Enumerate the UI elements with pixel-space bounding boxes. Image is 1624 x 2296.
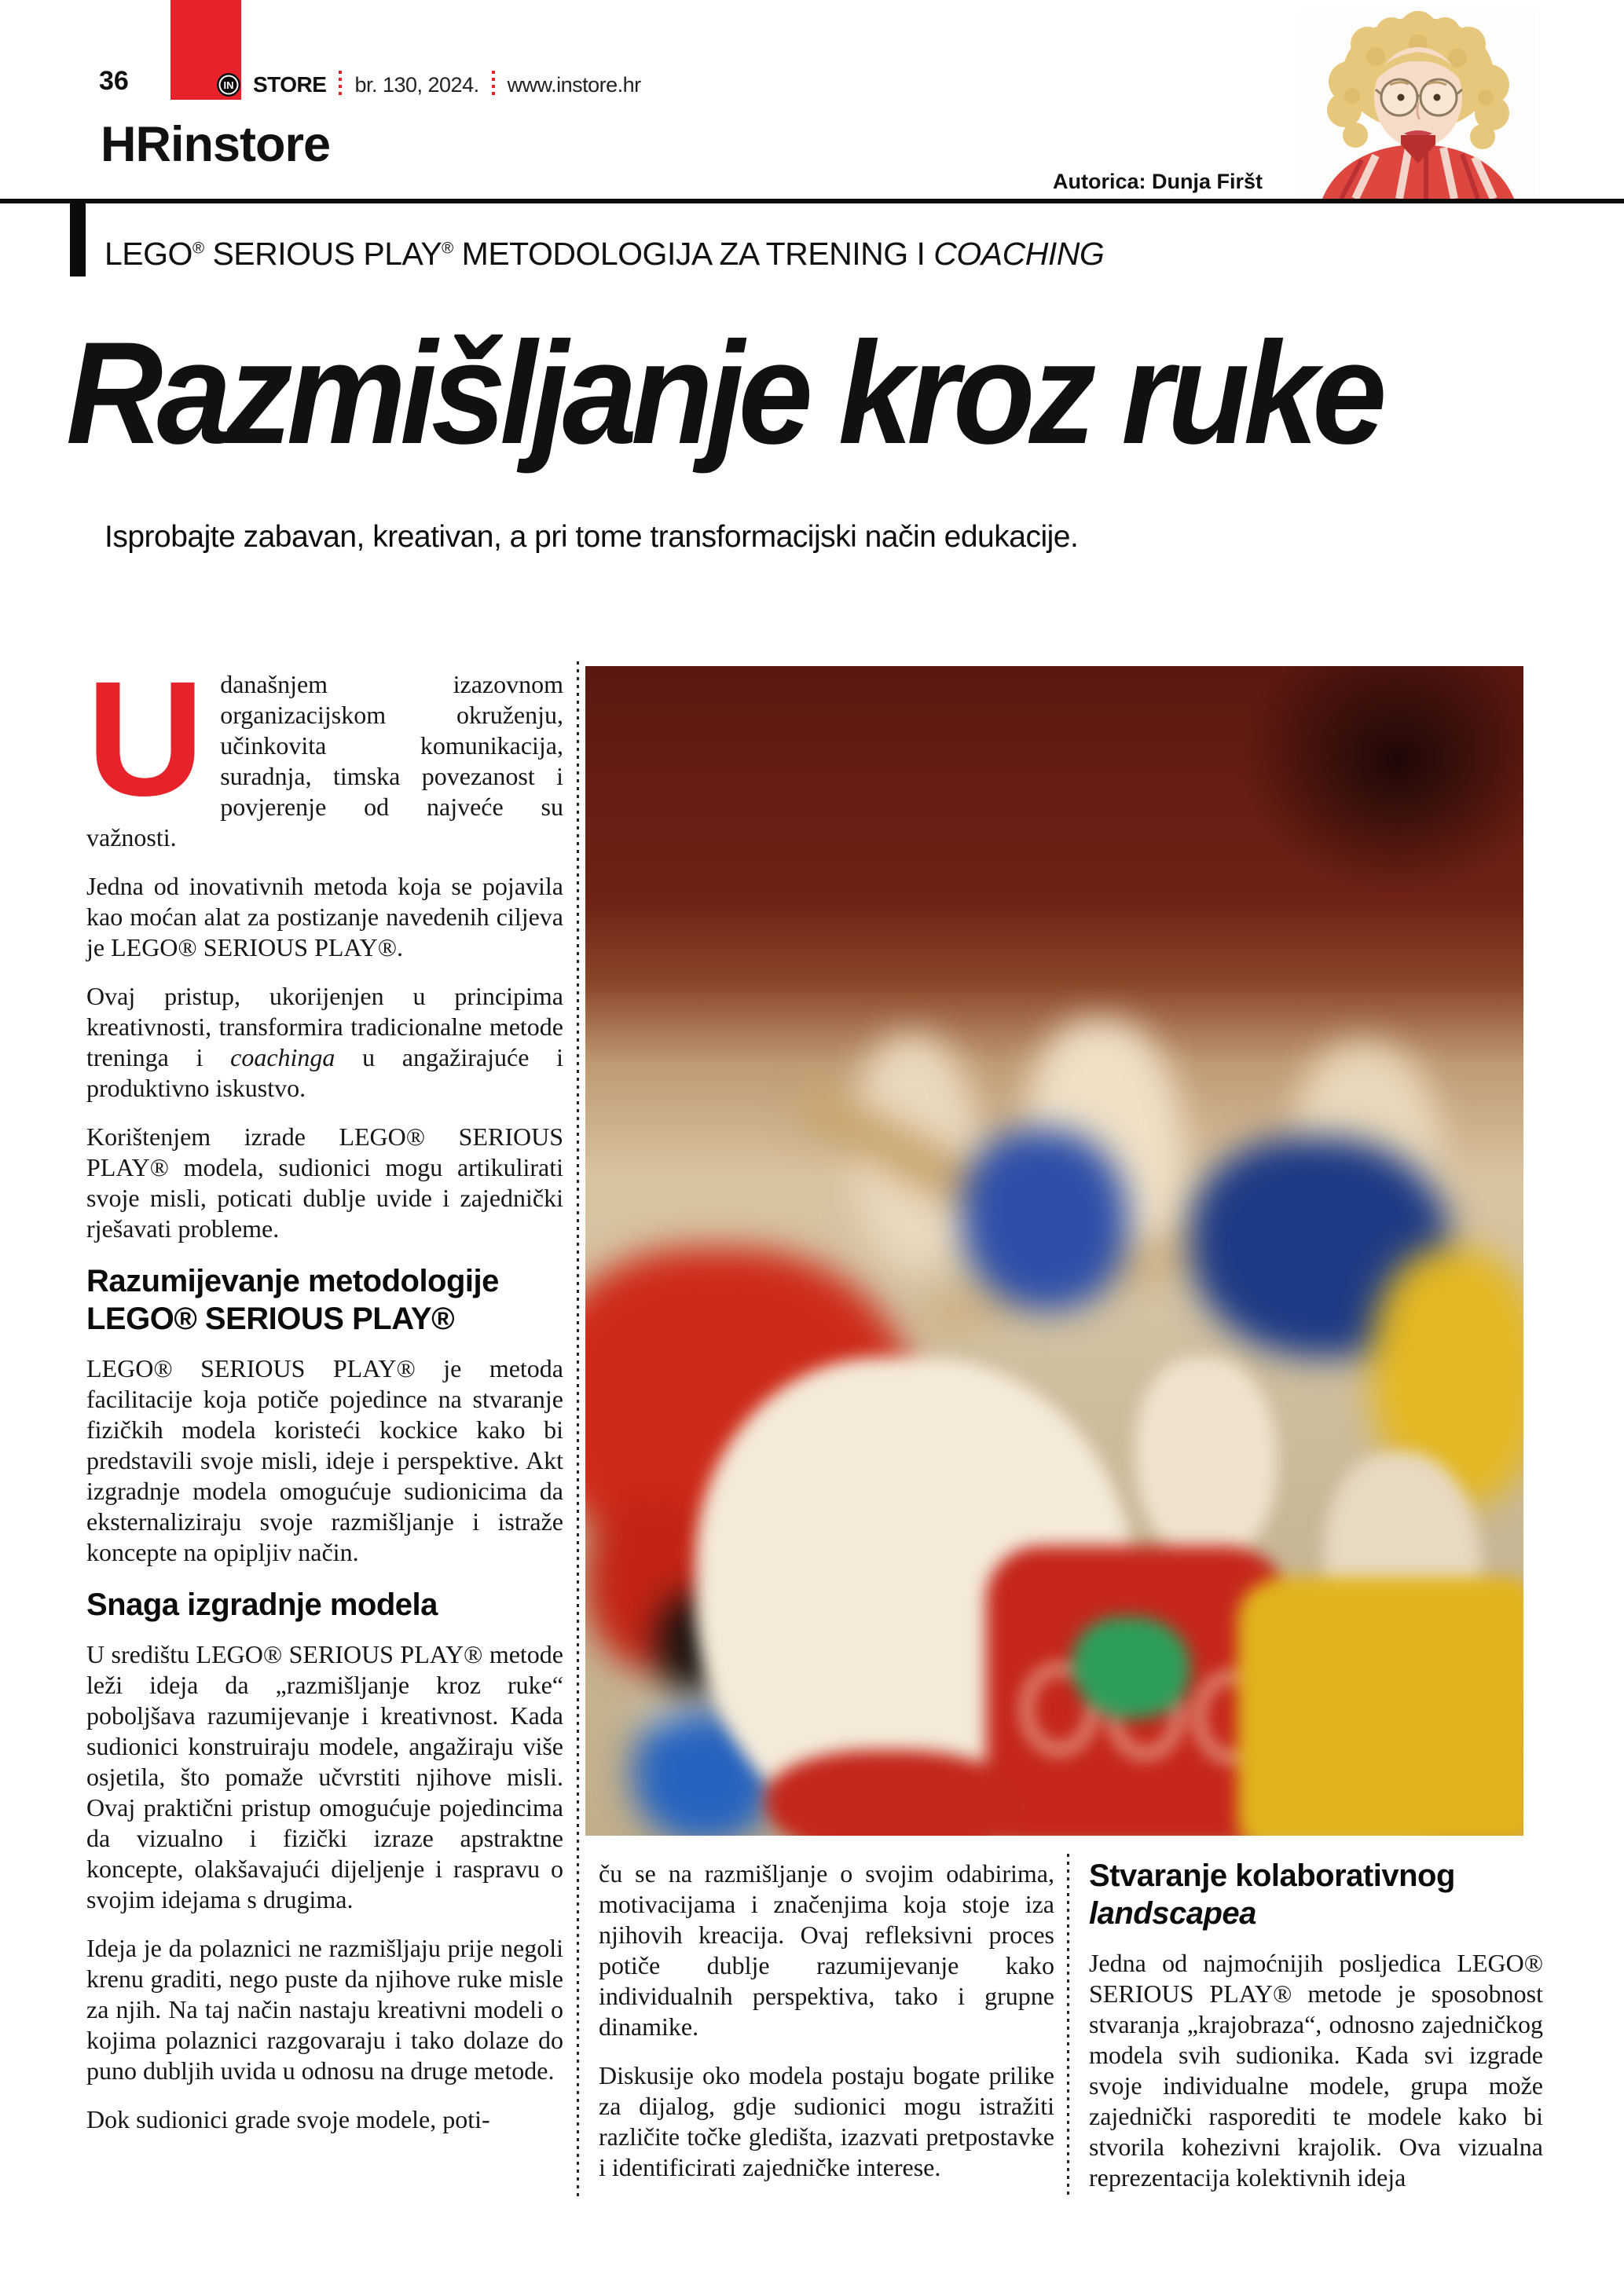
author-portrait-illustration (1300, 9, 1536, 199)
column-divider (1067, 1854, 1069, 2198)
kicker-lego: LEGO (104, 236, 192, 272)
subheading-landscape (1089, 1857, 1543, 1932)
website-link[interactable]: www.instore.hr (507, 72, 641, 97)
masthead-logo-row (217, 69, 641, 101)
subheading-text: Stvaranje kolaborativnog (1089, 1858, 1455, 1893)
subheading-model-power: Snaga izgradnje modela (86, 1587, 438, 1622)
paragraph-text: današnjem izazovnom organizacijskom okruženju, učinkovita komunikacija, suradnja, timska povezanost i povjerenje od najveće su važnosti. (86, 670, 563, 851)
kicker (104, 236, 1104, 273)
paragraph: Korištenjem izrade LEGO® SERIOUS PLAY® modela, sudionici mogu artikulirati svoje misli, poticati dublje uvide i zajednički rješavati probleme. (86, 1122, 563, 1243)
paragraph: ču se na razmišljanje o svojim odabirima, motivacijama i značenjima koja stoje iza njihovih kreacija. Ovaj refleksivni proces potiče dublje razumijevanje kako individualnih perspektiva, tako i grupne dinamike. (599, 1859, 1054, 2041)
article-headline: Razmišljanje kroz ruke (66, 311, 1381, 474)
instore-logo-icon: IN (217, 73, 240, 97)
paragraph-text: u angažirajuće i produktivno iskustvo. (86, 1043, 564, 1102)
lego-bricks-photo (585, 666, 1523, 1836)
paragraph-text: Ovaj pristup, ukorijenjen u principima kreativnosti, transformira tradicionalne metode treninga i (86, 982, 563, 1071)
body-column-2 (599, 1858, 1054, 2201)
paragraph: Dok sudionici grade svoje modele, poti- (86, 2105, 490, 2133)
registered-icon: ® (192, 239, 204, 258)
author-label: Autorica: Dunja Firšt (1053, 170, 1263, 193)
section-title: HRinstore (101, 117, 331, 172)
kicker-tab (70, 199, 86, 276)
paragraph: Jedna od najmoćnijih posljedica LEGO® SERIOUS PLAY® metode je sposobnost stvaranja „krajobraza“, odnosno zajedničkog modela svih sudionika. Kada svi izgrade svoje individualne modele, grupa može zajednički rasporediti te modele kako bi stvorila kohezivni krajolik. Ova vizualna reprezentacija kolektivnih ideja (1089, 1949, 1543, 2192)
article-subtitle: Isprobajte zabavan, kreativan, a pri tome transformacijski način edukacije. (104, 520, 1079, 554)
header-rule (0, 199, 1624, 203)
dotted-divider-icon (339, 71, 342, 99)
issue-number: br. 130, 2024. (354, 72, 479, 97)
instore-logo-wordmark: STORE (253, 72, 327, 97)
paragraph: Diskusije oko modela postaju bogate prilike za dijalog, gdje sudionici mogu istražiti različite točke gledišta, izazvati pretpostavke i identificirati zajedničke interese. (599, 2061, 1054, 2181)
paragraph-italic: coachinga (230, 1043, 335, 1071)
subheading-methodology: Razumijevanje metodologije LEGO® SERIOUS PLAY® (86, 1264, 499, 1336)
page-number: 36 (99, 66, 129, 96)
subheading-italic: landscapea (1089, 1896, 1256, 1931)
paragraph (86, 981, 563, 1104)
kicker-rest: METODOLOGIJA ZA TRENING I (453, 236, 934, 272)
body-column-1 (86, 648, 564, 2153)
body-column-3 (1089, 1847, 1543, 2211)
author-photo (1300, 9, 1536, 199)
paragraph: U središtu LEGO® SERIOUS PLAY® metode leži ideja da „razmišljanje kroz ruke“ poboljšava razumijevanje i kreativnost. Kada sudionici konstruiraju modele, angažiraju više osjetila, što pomaže učvrstiti njihove misli. Ovaj praktični pristup omogućuje pojedincima da vizualno i fizički izraze apstraktne koncepte, olakšavajući dijeljenje i raspravu o svojim idejama s drugima. (86, 1640, 563, 1913)
paragraph: Jedna od inovativnih metoda koja se pojavila kao moćan alat za postizanje navedenih ciljeva je LEGO® SERIOUS PLAY®. (86, 872, 563, 961)
paragraph (86, 648, 563, 853)
paragraph: Ideja je da polaznici ne razmišljaju prije negoli krenu graditi, nego puste da njihove ruke misle za njih. Na taj način nastaju kreativni modeli o kojima polaznici razgovaraju i tako dolaze do puno dubljih uvida u odnosu na druge metode. (86, 1934, 563, 2085)
photo-blur-layer-fg (585, 666, 1523, 1836)
kicker-serious-play: SERIOUS PLAY (203, 236, 442, 272)
drop-cap: U (86, 648, 205, 830)
paragraph: LEGO® SERIOUS PLAY® je metoda facilitacije koja potiče pojedince na stvaranje fizičkih modela koristeći kockice kako bi predstavili svoje misli, ideje i perspektive. Akt izgradnje modela omogućuje sudionicima da eksternaliziraju svoje razmišljanje i istraže koncepte na opipljiv način. (86, 1354, 563, 1566)
column-divider (577, 661, 579, 2198)
dotted-divider-icon (492, 71, 495, 99)
kicker-coaching: COACHING (933, 236, 1105, 272)
registered-icon: ® (442, 239, 453, 258)
